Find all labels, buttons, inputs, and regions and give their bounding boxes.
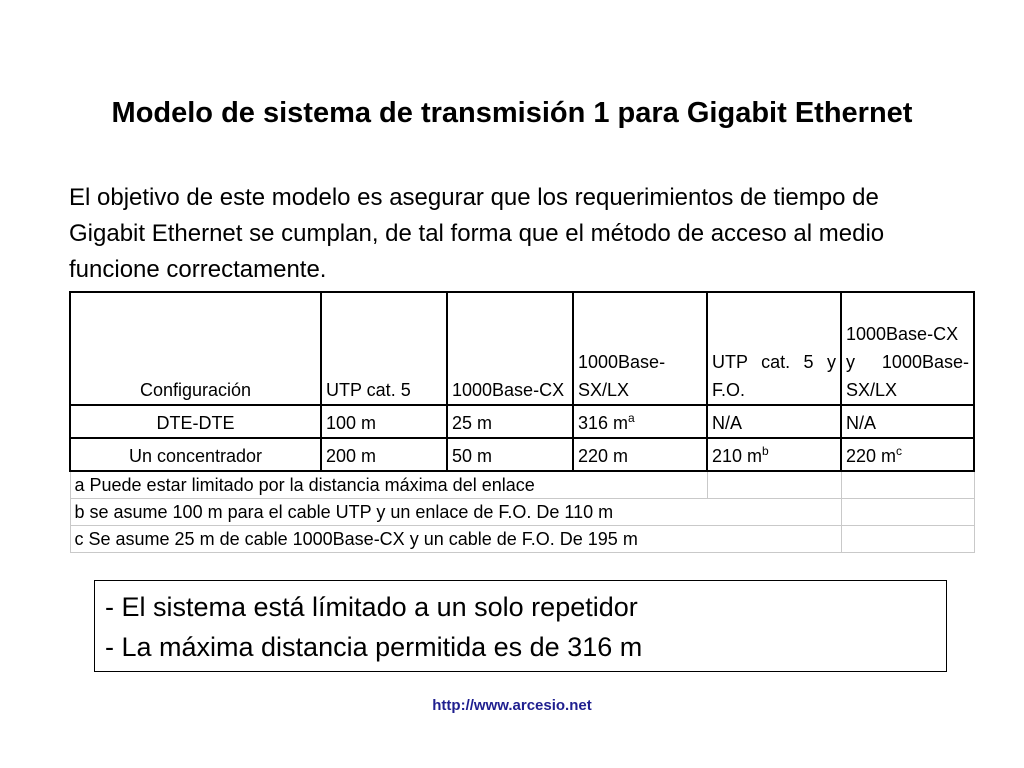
row-label-dte-dte: DTE-DTE xyxy=(70,405,321,438)
header-1000base-cx: 1000Base-CX xyxy=(447,292,573,405)
header-cx-sx-lx: 1000Base-CX y 1000Base-SX/LX xyxy=(841,292,974,405)
header-row xyxy=(70,292,974,405)
table-row xyxy=(70,438,974,471)
footnote-c: c Se asume 25 m de cable 1000Base-CX y un cable de F.O. De 195 m xyxy=(70,526,841,553)
footnote-row xyxy=(70,499,974,526)
footer xyxy=(0,697,1024,714)
header-utp-cat5: UTP cat. 5 xyxy=(321,292,447,405)
summary-line: - La máxima distancia permitida es de 316 m xyxy=(105,632,643,662)
empty-cell xyxy=(841,471,974,499)
table-cell xyxy=(573,405,707,438)
footer-link[interactable]: http://www.arcesio.net xyxy=(432,697,592,714)
table-cell xyxy=(707,438,841,471)
empty-cell xyxy=(707,471,841,499)
footnote-row xyxy=(70,471,974,499)
table-row xyxy=(70,405,974,438)
table-cell: 220 m xyxy=(573,438,707,471)
distance-table xyxy=(69,291,975,553)
table-cell: 200 m xyxy=(321,438,447,471)
slide-title: Modelo de sistema de transmisión 1 para Gigabit Ethernet xyxy=(111,97,913,129)
table-cell: 100 m xyxy=(321,405,447,438)
empty-cell xyxy=(841,499,974,526)
cell-value: 316 m xyxy=(578,413,629,433)
cell-value: 210 m xyxy=(712,446,763,466)
table-cell: 25 m xyxy=(447,405,573,438)
footnote-a: a Puede estar limitado por la distancia máxima del enlace xyxy=(70,471,707,499)
table-cell xyxy=(841,438,974,471)
row-label-concentrador: Un concentrador xyxy=(70,438,321,471)
header-configuracion: Configuración xyxy=(70,292,321,405)
summary-line: - El sistema está límitado a un solo repetidor xyxy=(105,592,638,622)
footnote-b: b se asume 100 m para el cable UTP y un enlace de F.O. De 110 m xyxy=(70,499,841,526)
empty-cell xyxy=(841,526,974,553)
table-cell: N/A xyxy=(841,405,974,438)
footnote-mark-b: b xyxy=(762,444,769,458)
table-cell: 50 m xyxy=(447,438,573,471)
footnote-mark-c: c xyxy=(896,444,903,458)
table-cell: N/A xyxy=(707,405,841,438)
cell-value: 220 m xyxy=(846,446,897,466)
summary-box xyxy=(94,580,947,672)
footnote-mark-a: a xyxy=(628,411,635,425)
footnote-row xyxy=(70,526,974,553)
header-utp-fo: UTP cat. 5 y F.O. xyxy=(707,292,841,405)
header-1000base-sx-lx: 1000Base-SX/LX xyxy=(573,292,707,405)
intro-paragraph: El objetivo de este modelo es asegurar que los requerimientos de tiempo de Gigabit Ethernet se cumplan, de tal forma que el método de acceso al medio funcione correctamente. xyxy=(69,184,885,283)
